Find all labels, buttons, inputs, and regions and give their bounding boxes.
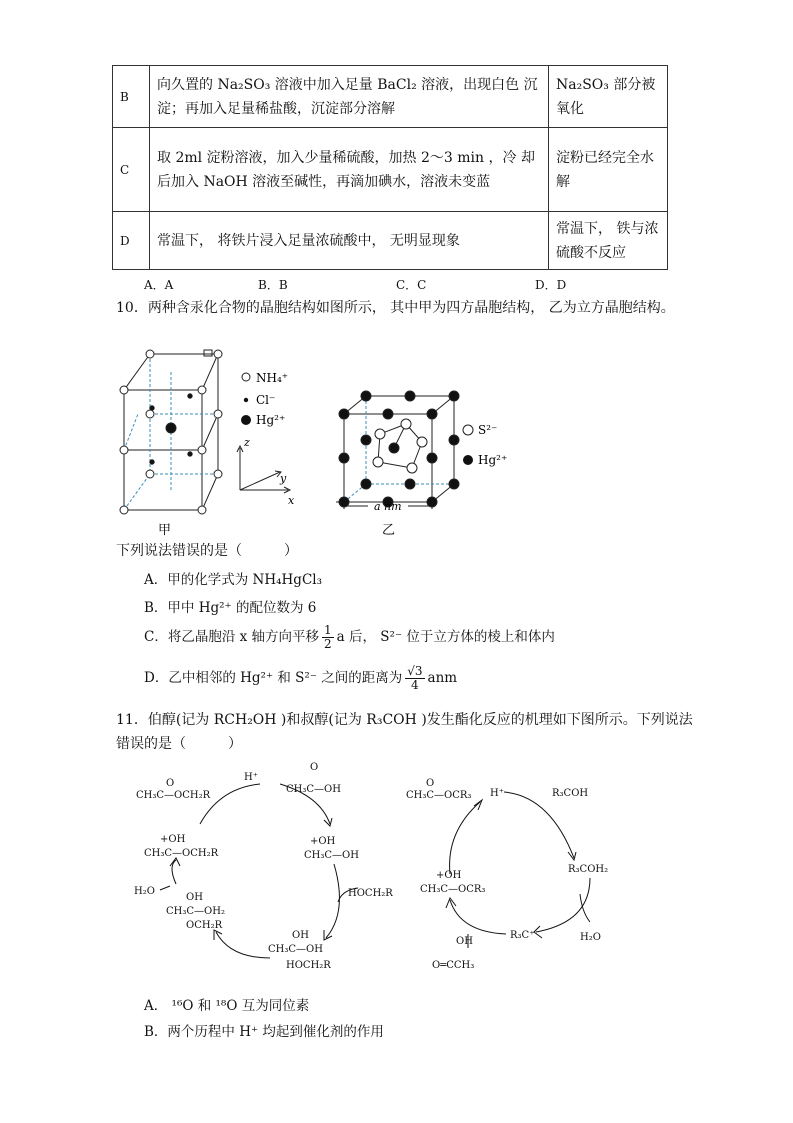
svg-text:HOCH₂R: HOCH₂R [348,888,393,899]
svg-text:R₃COH: R₃COH [552,788,589,799]
row-conclusion: Na₂SO₃ 部分被氧化 [549,66,668,128]
row-key: C [113,128,150,212]
q9-option[interactable]: C．C [396,278,427,292]
row-key: B [113,66,150,128]
q11-option-b[interactable]: B．两个历程中 H⁺ 均起到催化剂的作用 [144,1024,384,1040]
svg-text:+OH: +OH [160,834,186,845]
q10-option-a[interactable]: A．甲的化学式为 NH₄HgCl₃ [144,572,323,588]
svg-text:OH: OH [186,892,203,903]
svg-text:CH₃C—OH: CH₃C—OH [304,850,359,861]
svg-text:CH₃C—OH₂: CH₃C—OH₂ [166,906,225,917]
svg-text:CH₃C—OH: CH₃C—OH [286,784,341,795]
svg-text:O: O [310,762,319,773]
q10-prompt: 下列说法错误的是（ ） [116,543,298,559]
q9-option[interactable]: A．A [144,278,174,292]
q10-stem: 10．两种含汞化合物的晶胞结构如图所示， 其中甲为四方晶胞结构， 乙为立方晶胞结构。 [116,300,675,316]
q10-option-b[interactable]: B．甲中 Hg²⁺ 的配位数为 6 [144,600,317,616]
svg-text:+OH: +OH [436,870,462,881]
svg-text:CH₃C—OH: CH₃C—OH [268,944,323,955]
cycle-left [134,762,393,971]
svg-text:H⁺: H⁺ [490,788,504,799]
legend-cl: Cl⁻ [256,393,276,407]
dim-label: a nm [374,500,402,513]
crystal-figures [110,344,690,540]
row-conclusion: 常温下， 铁与浓硫酸不反应 [549,212,668,270]
row-conclusion: 淀粉已经完全水解 [549,128,668,212]
experiment-table [112,65,668,270]
row-operation: 常温下， 将铁片浸入足量浓硫酸中， 无明显现象 [150,212,549,270]
cycle-right [406,778,608,971]
caption-yi: 乙 [382,523,396,538]
caption-jia: 甲 [158,523,172,538]
svg-text:OH: OH [292,930,309,941]
row-operation: 取 2ml 淀粉溶液，加入少量稀硫酸，加热 2～3 min ，冷 却后加入 NaOH 溶液至碱性，再滴加碘水，溶液未变蓝 [150,128,549,212]
q9-option[interactable]: B．B [258,278,288,292]
svg-text:HOCH₂R: HOCH₂R [286,960,331,971]
svg-text:z: z [244,436,250,449]
legend-nh4: NH₄⁺ [256,371,289,385]
q9-option[interactable]: D．D [535,278,567,292]
svg-text:+OH: +OH [310,836,336,847]
table-row [113,128,668,212]
svg-text:OH: OH [456,936,473,947]
svg-text:CH₃C—OCH₂R: CH₃C—OCH₂R [144,848,219,859]
row-operation: 向久置的 Na₂SO₃ 溶液中加入足量 BaCl₂ 溶液，出现白色 沉淀；再加入足量稀盐酸，沉淀部分溶解 [150,66,549,128]
svg-text:H₂O: H₂O [580,932,601,943]
svg-text:OCH₂R: OCH₂R [186,920,223,931]
mechanism-diagram [120,762,640,982]
atoms-yi [339,391,459,507]
q11-stem: 11．伯醇(记为 RCH₂OH )和叔醇(记为 R₃COH )发生酯化反应的机理如下图所示。下列说法错误的是（ ） [116,712,693,752]
svg-text:R₃COH₂: R₃COH₂ [568,864,609,875]
svg-text:y: y [280,472,287,485]
svg-text:H⁺: H⁺ [244,772,258,783]
svg-text:R₃C⁺: R₃C⁺ [510,930,535,941]
legend-hg2: Hg²⁺ [478,453,508,467]
q11-option-a[interactable]: A． ¹⁶O 和 ¹⁸O 互为同位素 [144,998,310,1014]
q10-option-c[interactable]: C．将乙晶胞沿 x 轴方向平移 $\frac{1}{2}$ a 后， S²⁻ 位于立方体的棱上和体内 [144,623,555,651]
q10-option-d[interactable]: D．乙中相邻的 Hg²⁺ 和 S²⁻ 之间的距离为 $\frac{√3}{4}$ anm [144,664,458,692]
svg-text:O: O [426,778,435,789]
svg-text:O: O [166,778,175,789]
svg-text:O═CCH₃: O═CCH₃ [432,960,475,971]
table-row [113,66,668,128]
svg-text:CH₃C—OCH₂R: CH₃C—OCH₂R [136,790,211,801]
table-row [113,212,668,270]
svg-text:CH₃C—OCR₃: CH₃C—OCR₃ [420,884,486,895]
svg-text:x: x [288,494,295,507]
legend-s: S²⁻ [478,423,498,437]
axes-icon [237,446,290,493]
svg-text:H₂O: H₂O [134,886,155,897]
legend-hg: Hg²⁺ [256,413,286,427]
row-key: D [113,212,150,270]
svg-text:CH₃C—OCR₃: CH₃C—OCR₃ [406,790,472,801]
